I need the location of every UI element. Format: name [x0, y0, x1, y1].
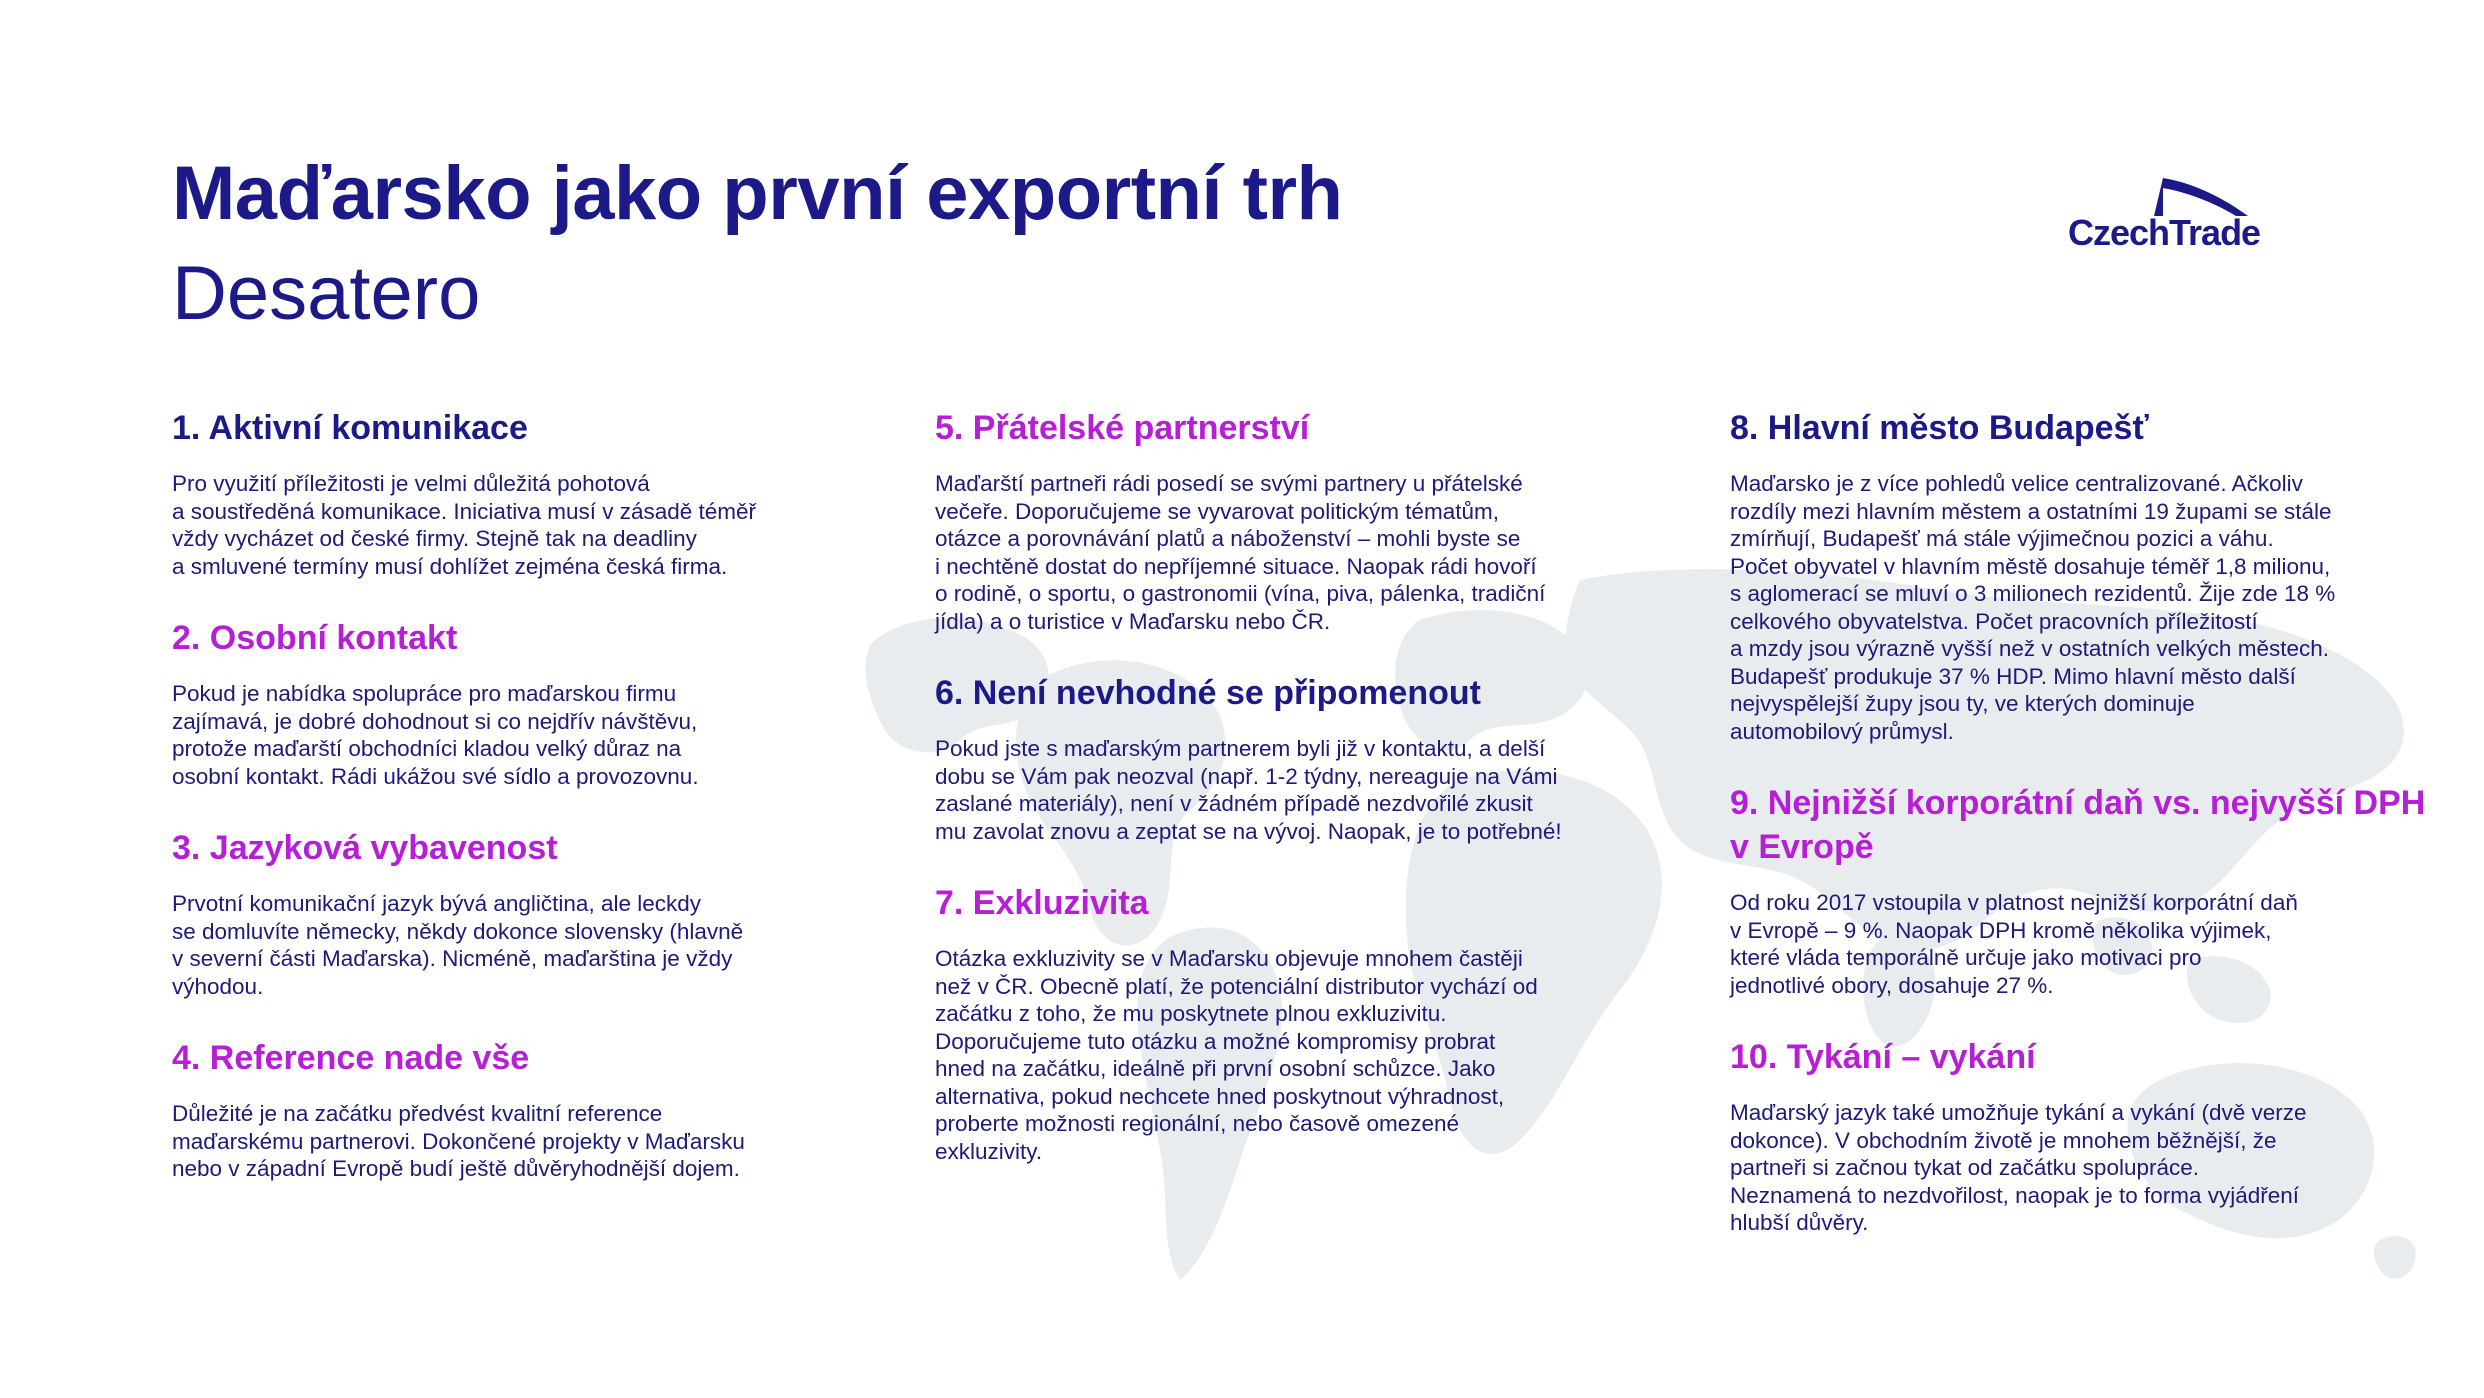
body-line: protože maďarští obchodníci kladou velký důraz na [172, 736, 682, 761]
body-line: automobilový průmysl. [1730, 718, 1954, 744]
body-line: Od roku 2017 vstoupila v platnost nejnižší korporátní daň [1730, 890, 2298, 915]
body-line: partneři si začnou tykat od začátku spolupráce. [1730, 1155, 2200, 1180]
body-line: vždy vycházet od české firmy. Stejně tak na deadliny [172, 526, 697, 551]
body-line: Budapešť produkuje 37 % HDP. Mimo hlavní město další [1730, 663, 2296, 689]
section-heading: 9. Nejnižší korporátní daň vs. nejvyšší DPH v Evropě [1730, 784, 2426, 866]
body-line: Důležité je na začátku předvést kvalitní reference [172, 1101, 663, 1126]
body-line: hlubší důvěry. [1730, 1210, 1869, 1235]
body-line: a soustředěná komunikace. Iniciativa musí v zásadě téměř [172, 498, 757, 524]
section-7-exkluzivita [935, 881, 1655, 1165]
section-body [172, 470, 862, 580]
section-heading: 1. Aktivní komunikace [172, 409, 528, 447]
body-line: zajímavá, je dobré dohodnout si co nejdřív návštěvu, [172, 708, 698, 734]
body-line: Otázka exkluzivity se v Maďarsku objevuje mnohem častěji [935, 946, 1523, 971]
body-line: Prvotní komunikační jazyk bývá angličtina, ale leckdy [172, 891, 702, 916]
body-line: otázce a porovnávání platů a náboženství – mohli byste se [935, 526, 1521, 551]
czechtrade-logo [2068, 176, 2288, 256]
body-line: zaslané materiály), není v žádném případě nezdvořilé zkusit [935, 791, 1533, 816]
body-line: začátku z toho, že mu poskytnete plnou exkluzivitu. [935, 1001, 1447, 1026]
section-2-osobni-kontakt [172, 616, 862, 790]
body-line: a smluvené termíny musí dohlížet zejména česká firma. [172, 553, 728, 579]
body-line: Pokud je nabídka spolupráce pro maďarskou firmu [172, 681, 677, 706]
body-line: v Evropě – 9 %. Naopak DPH kromě několika výjimek, [1730, 917, 2272, 943]
body-line: Maďarský jazyk také umožňuje tykání a vykání (dvě verze [1730, 1100, 2307, 1125]
body-line: i nechtěně dostat do nepříjemné situace. Naopak rádi hovoří [935, 553, 1537, 579]
body-line: večeře. Doporučujeme se vyvarovat politickým tématům, [935, 498, 1499, 524]
body-line: osobní kontakt. Rádi ukážou své sídlo a provozovnu. [172, 763, 699, 789]
body-line: které vláda temporálně určuje jako motivaci pro [1730, 945, 2202, 970]
section-heading: 5. Přátelské partnerství [935, 409, 1310, 447]
section-1-aktivni-komunikace [172, 406, 862, 580]
section-body [1730, 1099, 2430, 1237]
section-6-neni-nevhodne-se-pripomenout [935, 671, 1655, 845]
body-line: v severní části Maďarska). Nicméně, maďarština je vždy [172, 946, 733, 971]
body-line: jídla) a o turistice v Maďarsku nebo ČR. [935, 608, 1331, 634]
page-title: Maďarsko jako první exportní trh [172, 151, 1343, 236]
body-line: rozdíly mezi hlavním městem a ostatními 19 župami se stále [1730, 498, 2332, 524]
body-line: Doporučujeme tuto otázku a možné kompromisy probrat [935, 1028, 1496, 1054]
section-body [935, 945, 1655, 1165]
section-body [1730, 470, 2430, 745]
body-line: Počet obyvatel v hlavním městě dosahuje téměř 1,8 milionu, [1730, 553, 2331, 579]
body-line: jednotlivé obory, dosahuje 27 %. [1730, 972, 2054, 998]
body-line: alternativa, pokud nechcete hned poskytnout výhradnost, [935, 1083, 1505, 1109]
logo-text: CzechTrade [2068, 212, 2261, 253]
section-heading: 7. Exkluzivita [935, 884, 1149, 922]
section-8-hlavni-mesto-budapest [1730, 406, 2430, 745]
body-line: Maďarsko je z více pohledů velice centralizované. Ačkoliv [1730, 471, 2303, 496]
body-line: o rodině, o sportu, o gastronomii (vína, piva, pálenka, tradiční [935, 581, 1546, 606]
body-line: hned na začátku, ideálně při první osobní schůzce. Jako [935, 1056, 1496, 1081]
section-body [1730, 889, 2430, 999]
body-line: Pro využití příležitosti je velmi důležitá pohotová [172, 471, 650, 496]
section-body [935, 735, 1655, 845]
page-subtitle: Desatero [172, 251, 481, 336]
section-heading: 3. Jazyková vybavenost [172, 829, 558, 867]
body-line: proberte možnosti regionální, nebo časově omezené [935, 1111, 1460, 1136]
section-heading: 2. Osobní kontakt [172, 619, 458, 657]
section-heading: 10. Tykání – vykání [1730, 1038, 2036, 1076]
section-heading: 8. Hlavní město Budapešť [1730, 409, 2149, 447]
section-5-pratelske-partnerstvi [935, 406, 1655, 635]
body-line: Maďarští partneři rádi posedí se svými partnery u přátelské [935, 471, 1523, 496]
body-line: Neznamená to nezdvořilost, naopak je to forma vyjádření [1730, 1182, 2300, 1208]
column-2 [935, 406, 1655, 1201]
section-heading: 4. Reference nade vše [172, 1039, 530, 1077]
section-body [172, 1100, 862, 1183]
body-line: exkluzivity. [935, 1138, 1043, 1164]
body-line: mu zavolat znovu a zeptat se na vývoj. Naopak, je to potřebné! [935, 818, 1562, 844]
body-line: maďarskému partnerovi. Dokončené projekty v Maďarsku [172, 1128, 745, 1154]
body-line: Pokud jste s maďarským partnerem byli již v kontaktu, a delší [935, 736, 1546, 761]
section-body [172, 890, 862, 1000]
body-line: se domluvíte německy, někdy dokonce slovensky (hlavně [172, 918, 744, 944]
body-line: nebo v západní Evropě budí ještě důvěryhodnější dojem. [172, 1156, 740, 1181]
body-line: dobu se Vám pak neozval (např. 1-2 týdny, nereaguje na Vámi [935, 763, 1558, 789]
body-line: celkového obyvatelstva. Počet pracovních příležitostí [1730, 608, 2258, 634]
section-body [935, 470, 1655, 635]
section-9-korporatni-dan-dph [1730, 781, 2430, 999]
section-heading: 6. Není nevhodné se připomenout [935, 674, 1481, 712]
body-line: zmírňují, Budapešť má stále výjimečnou pozici a váhu. [1730, 526, 2274, 551]
column-1 [172, 406, 862, 1219]
body-line: s aglomerací se mluví o 3 milionech rezidentů. Žije zde 18 % [1730, 581, 2336, 606]
section-10-tykani-vykani [1730, 1035, 2430, 1237]
body-line: nejvyspělejší župy jsou ty, ve kterých dominuje [1730, 691, 2195, 716]
section-body [172, 680, 862, 790]
body-line: než v ČR. Obecně platí, že potenciální distributor vychází od [935, 973, 1538, 999]
column-3 [1730, 406, 2430, 1273]
section-4-reference-nade-vse [172, 1036, 862, 1183]
body-line: a mzdy jsou výrazně vyšší než v ostatních velkých městech. [1730, 636, 2329, 661]
body-line: výhodou. [172, 973, 264, 999]
body-line: dokonce). V obchodním životě je mnohem běžnější, že [1730, 1127, 2277, 1153]
section-3-jazykova-vybavenost [172, 826, 862, 1000]
